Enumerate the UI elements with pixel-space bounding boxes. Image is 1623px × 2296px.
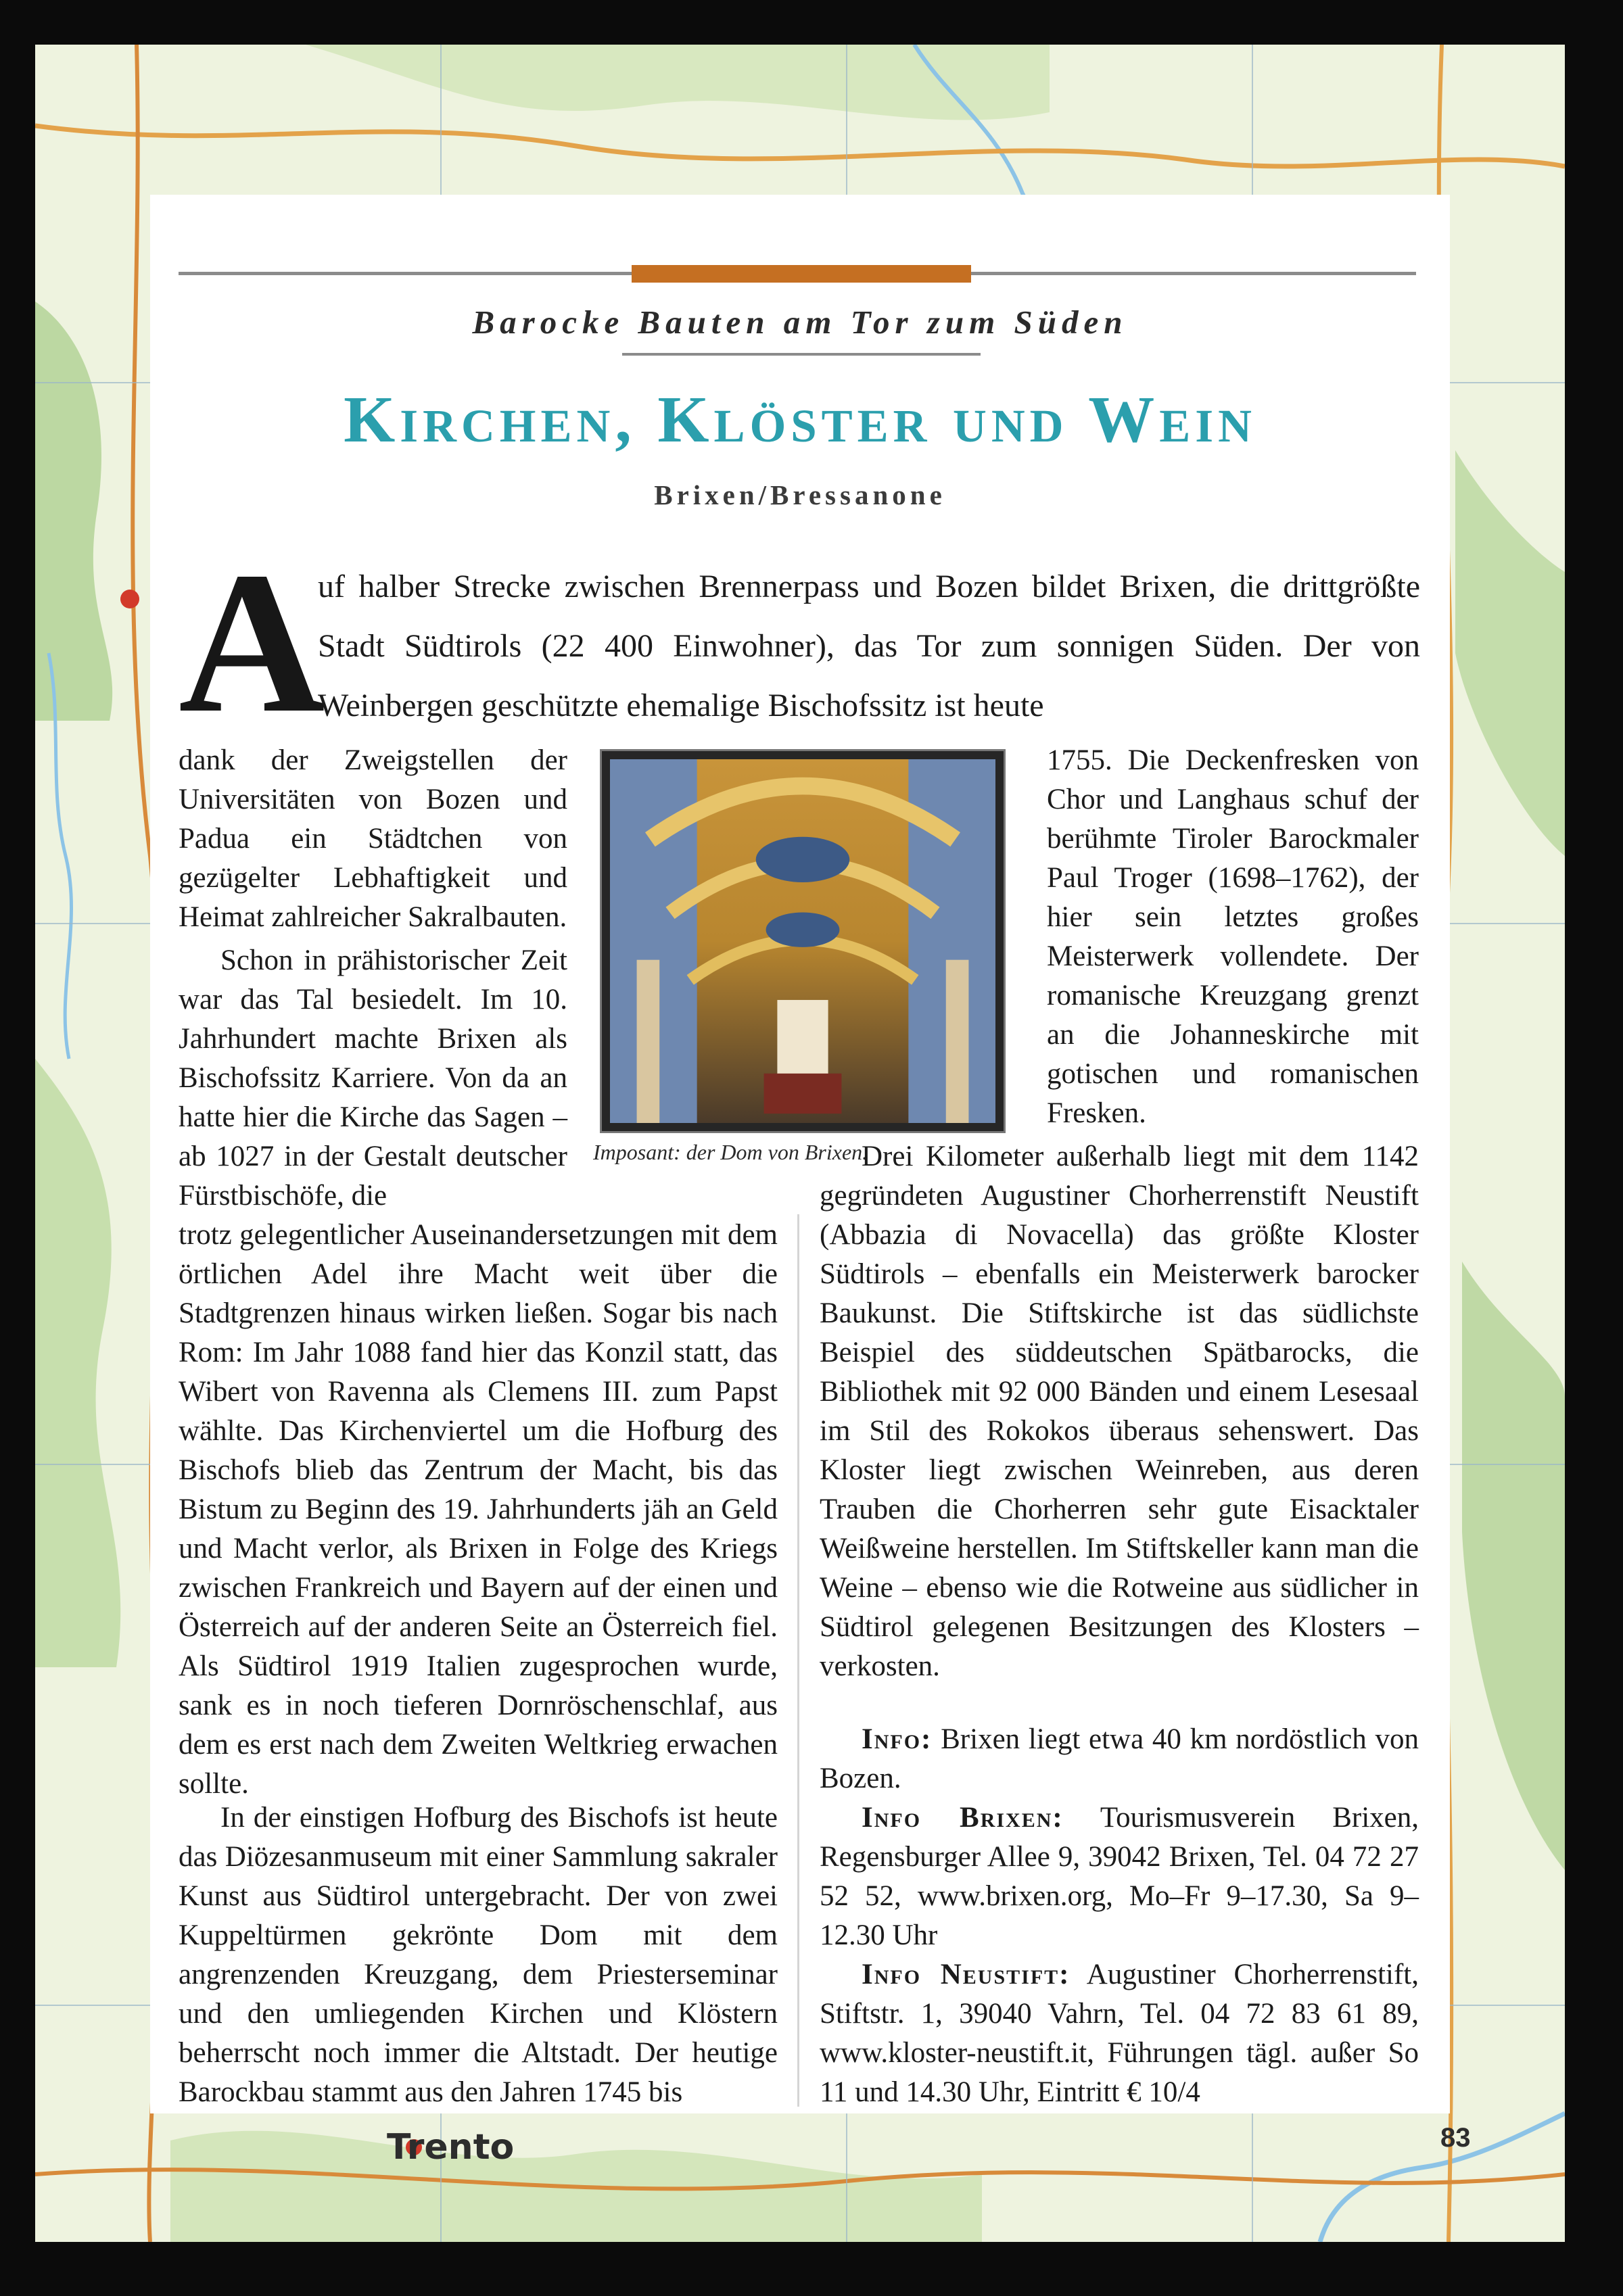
photo-caption: Imposant: der Dom von Brixen.	[593, 1140, 868, 1164]
info-neustift-label: Info Neustift:	[862, 1959, 1071, 1990]
kicker-rule	[622, 353, 981, 356]
page-number: 83	[1440, 2123, 1471, 2153]
right-column-top: 1755. Die Deckenfresken von Chor und Langhaus schuf der berühmte Tiroler Barockmaler Paul Troger (1698–1762), der hier sein letztes großes Meisterwerk vollendete. Der romanische Kreuzgang grenzt an die Johanneskirche mit gotischen und romanischen Fresken.	[1047, 744, 1419, 1129]
right-column-paragraph-2: Drei Kilometer außerhalb liegt mit dem 1142 gegründeten Augustiner Chorherrenstift Neustift (Abbazia di Novacella) das größte Kloster Südtirols – ebenfalls ein Meisterwerk barocker Baukunst. Die Stiftskirche ist das südlichste Beispiel des süddeutschen Spätbarocks, die Bibliothek mit 92 000 Bänden und einem Lesesaal im Stil des Rokokos überaus sehenswert. Das Kloster liegt zwischen Weinreben, aus deren Trauben die Chorherren sehr gute Eisacktaler Weißweine herstellen. Im Stiftskeller kann man die Weine – ebenso wie die Rotweine aus südlicher in Südtirol gelegenen Besitzungen des Klosters – verkosten.	[820, 1141, 1419, 1682]
info-brixen-label: Info Brixen:	[862, 1802, 1064, 1834]
left-column-continuation: trotz gelegentlicher Auseinandersetzungen mit dem örtlichen Adel ihre Macht weit über die Stadtgrenzen hinaus wirken ließen. Sogar bis nach Rom: Im Jahr 1088 fand hier das Konzil statt, das Wibert von Ravenna als Clemens III. zum Papst wählte. Das Kirchenviertel um die Hofburg des Bischofs blieb das Zentrum der Macht, bis das Bistum zu Beginn des 19. Jahrhunderts jäh an Geld und Macht verlor, als Brixen in Folge des Kriegs zwischen Frankreich und Bayern auf der einen und Österreich auf der anderen Seite an Österreich fiel. Als Südtirol 1919 Italien zugesprochen wurde, sank es in noch tieferen Dornröschenschlaf, aus dem es erst nach dem Zweiten Weltkrieg erwachen sollte.	[179, 1219, 778, 1800]
article-title: Kirchen, Klöster und Wein	[344, 383, 1256, 456]
info-label: Info:	[862, 1723, 933, 1755]
info-brixen-text: Tourismusverein Brixen, Regensburger Allee 9, 39042 Brixen, Tel. 04 72 27 52 52, www.brixen.org, Mo–Fr 9–17.30, Sa 9–12.30 Uhr	[820, 1802, 1419, 1951]
article-place: Brixen/Bressanone	[654, 479, 946, 510]
intro-paragraph: uf halber Strecke zwischen Brennerpass und Bozen bildet Brixen, die drittgrößte Stadt Südtirols (22 400 Einwohner), das Tor zum sonnigen Süden. Der von Weinbergen geschützte ehemalige Bischofssitz ist heute	[318, 569, 1420, 723]
info-text: Brixen liegt etwa 40 km nordöstlich von Bozen.	[820, 1723, 1419, 1794]
drop-cap: A	[179, 530, 325, 755]
info-neustift-text: Augustiner Chorherrenstift, Stiftstr. 1, 39040 Vahrn, Tel. 04 72 83 61 89, www.kloster-neustift.it, Führungen tägl. außer So 11 und 14.30 Uhr, Eintritt € 10/4	[820, 1959, 1419, 2108]
left-column-paragraph-3: In der einstigen Hofburg des Bischofs ist heute das Diözesanmuseum mit einer Sammlung sakraler Kunst aus Südtirol untergebracht. Der von zwei Kuppeltürmen gekrönte Dom mit dem angrenzenden Kreuzgang, dem Priesterseminar und den umliegenden Kirchen und Klöstern beherrscht noch immer die Altstadt. Der heutige Barockbau stammt aus den Jahren 1745 bis	[179, 1802, 778, 2108]
left-column-top: dank der Zweigstellen der Universitäten von Bozen und Padua ein Städtchen von gezügelter Lebhaftigkeit und Heimat zahlreicher Sakralbauten.	[179, 744, 567, 933]
accent-bar	[632, 265, 971, 283]
info-brixen-paragraph	[820, 1798, 1419, 1955]
column-divider	[797, 1214, 799, 2107]
info-paragraph	[820, 1720, 1419, 1798]
left-column-paragraph-2: Schon in prähistorischer Zeit war das Tal besiedelt. Im 10. Jahrhundert machte Brixen als Bischofssitz Karriere. Von da an hatte hier die Kirche das Sagen – ab 1027 in der Gestalt deutscher Fürstbischöfe, die	[179, 944, 567, 1212]
cathedral-photo	[600, 749, 1006, 1133]
article-kicker: Barocke Bauten am Tor zum Süden	[472, 304, 1128, 341]
map-label-trento: Trento	[387, 2127, 515, 2168]
info-neustift-paragraph	[820, 1955, 1419, 2112]
article-panel	[150, 195, 1450, 2113]
